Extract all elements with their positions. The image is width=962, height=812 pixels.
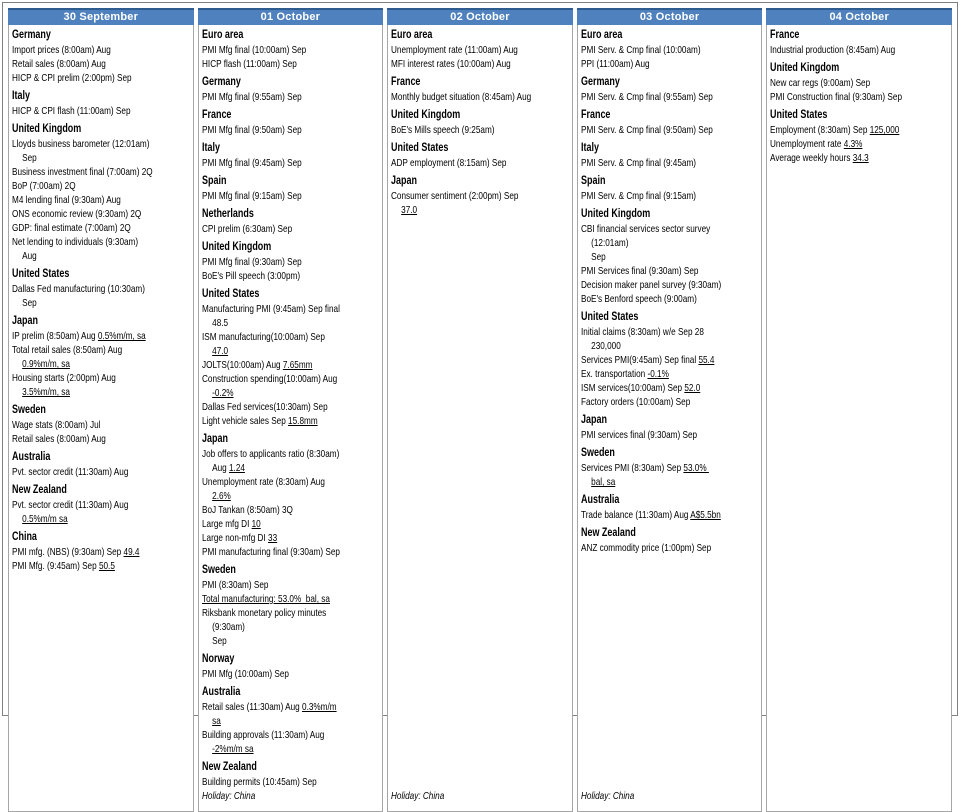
event-text: HICP & CPI flash (11:00am) Sep	[12, 105, 131, 117]
event-text: Riksbank monetary policy minutes (9:30am)	[201, 607, 326, 633]
event-line	[12, 165, 153, 179]
event-text: Pvt. sector credit (11:30am) Aug	[12, 499, 129, 511]
event-text: BoJ Tankan (8:50am) 3Q	[201, 504, 293, 516]
country-section	[12, 399, 153, 446]
day-column	[198, 8, 384, 812]
event-text: Pvt. sector credit (11:30am) Aug	[12, 466, 129, 478]
event-line	[202, 222, 343, 236]
event-line	[12, 371, 153, 399]
event-value: 49.4	[123, 546, 140, 558]
event-line	[202, 531, 343, 545]
event-line	[12, 179, 153, 193]
event-line	[12, 57, 153, 71]
event-value: -0.2%	[211, 387, 234, 399]
country-header: Germany	[201, 76, 241, 88]
day-body	[8, 25, 194, 812]
country-header: Spain	[580, 175, 606, 187]
event-text: Total retail sales (8:50am) Aug	[12, 344, 123, 356]
event-value: 53.0% bal, sa	[590, 462, 709, 488]
country-section	[581, 71, 722, 104]
country-header: Euro area	[391, 29, 433, 41]
event-text: PMI Mfg final (10:00am) Sep	[201, 44, 306, 56]
event-text: New car regs (9:00am) Sep	[770, 77, 871, 89]
country-section	[581, 104, 722, 137]
country-section	[202, 681, 343, 756]
event-text: Wage stats (8:00am) Jul	[12, 419, 101, 431]
country-header: United States	[12, 268, 70, 280]
day-body	[387, 25, 573, 812]
event-value: A$5.5bn	[690, 509, 721, 521]
economic-calendar	[2, 2, 958, 802]
country-header: Italy	[580, 142, 599, 154]
event-text: PMI Mfg final (9:15am) Sep	[201, 190, 302, 202]
event-line	[12, 193, 153, 207]
event-value: 2.6%	[211, 490, 231, 502]
country-header: Italy	[201, 142, 220, 154]
country-section	[202, 203, 343, 236]
event-text: MFI interest rates (10:00am) Aug	[391, 58, 511, 70]
event-text: Manufacturing PMI (9:45am) Sep final 48.5	[201, 303, 340, 329]
event-value: 125,000	[870, 124, 900, 136]
country-header: Australia	[580, 494, 620, 506]
day-header: 04 October	[766, 8, 952, 25]
event-text: PMI Serv. & Cmp final (9:15am)	[580, 190, 696, 202]
event-text: Net lending to individuals (9:30am) Aug	[12, 236, 139, 262]
event-value: 37.0	[401, 204, 418, 216]
country-section	[391, 28, 532, 71]
event-line	[202, 123, 343, 137]
event-text: ISM manufacturing(10:00am) Sep	[201, 331, 325, 343]
event-line	[202, 667, 343, 681]
event-line	[581, 353, 722, 367]
country-section	[581, 203, 722, 306]
event-text: BoE's Pill speech (3:00pm)	[201, 270, 300, 282]
country-section	[202, 104, 343, 137]
event-text: Large non-mfg DI	[201, 532, 268, 544]
event-text: PMI Services final (9:30am) Sep	[580, 265, 699, 277]
event-value: 47.0	[211, 345, 228, 357]
event-line	[581, 278, 722, 292]
event-line	[581, 428, 722, 442]
country-header: Sweden	[12, 404, 46, 416]
country-header: New Zealand	[12, 484, 67, 496]
country-section	[391, 71, 532, 104]
event-text: Average weekly hours	[770, 152, 854, 164]
event-text: PMI services final (9:30am) Sep	[580, 429, 697, 441]
country-header: Spain	[201, 175, 227, 187]
event-text: Light vehicle sales Sep	[201, 415, 288, 427]
event-line	[581, 367, 722, 381]
event-line	[770, 90, 911, 104]
country-header: France	[391, 76, 421, 88]
event-line	[12, 418, 153, 432]
day-column	[387, 8, 573, 812]
event-text: Consumer sentiment (2:00pm) Sep	[391, 190, 519, 202]
event-line	[12, 498, 153, 526]
event-text: JOLTS(10:00am) Aug	[201, 359, 283, 371]
event-text: Retail sales (8:00am) Aug	[12, 58, 106, 70]
event-text: PMI Mfg (10:00am) Sep	[201, 668, 289, 680]
event-line	[581, 222, 722, 264]
event-text: Trade balance (11:30am) Aug	[580, 509, 691, 521]
country-header: United Kingdom	[12, 123, 82, 135]
event-text: ANZ commodity price (1:00pm) Sep	[580, 542, 711, 554]
event-line	[770, 137, 911, 151]
country-section	[581, 409, 722, 442]
event-text: PMI mfg. (NBS) (9:30am) Sep	[12, 546, 124, 558]
country-header: Italy	[12, 90, 30, 102]
event-text: PMI Serv. & Cmp final (9:50am) Sep	[580, 124, 713, 136]
event-value: 15.8mm	[287, 415, 318, 427]
event-line	[770, 123, 911, 137]
event-text: Building approvals (11:30am) Aug	[201, 729, 324, 741]
event-text: Services PMI (8:30am) Sep	[580, 462, 684, 474]
event-line	[202, 728, 343, 756]
event-text: Large mfg DI	[201, 518, 252, 530]
event-line	[12, 329, 153, 343]
event-line	[581, 395, 722, 409]
event-line	[202, 156, 343, 170]
country-header: Japan	[580, 414, 607, 426]
event-text: GDP: final estimate (7:00am) 2Q	[12, 222, 131, 234]
country-section	[12, 28, 153, 85]
event-text: Retail sales (11:30am) Aug	[201, 701, 302, 713]
event-line	[202, 189, 343, 203]
day-body-content	[12, 28, 153, 806]
country-section	[391, 104, 532, 137]
country-section	[770, 28, 911, 57]
country-section	[202, 283, 343, 428]
event-text: Unemployment rate	[770, 138, 845, 150]
event-line	[202, 302, 343, 330]
country-section	[391, 137, 532, 170]
event-line	[581, 264, 722, 278]
event-text: PMI Mfg final (9:55am) Sep	[201, 91, 302, 103]
event-line	[770, 76, 911, 90]
event-text: ISM services(10:00am) Sep	[580, 382, 685, 394]
event-value: 3.5%m/m, sa	[22, 386, 70, 398]
country-section	[12, 263, 153, 310]
event-value: 52.0	[684, 382, 701, 394]
country-header: France	[580, 109, 611, 121]
event-line	[581, 57, 722, 71]
holiday-note: Holiday: China	[580, 790, 635, 802]
event-text: Decision maker panel survey (9:30am)	[580, 279, 722, 291]
event-value: 7.65mm	[282, 359, 313, 371]
event-line	[581, 508, 722, 522]
event-line	[581, 381, 722, 395]
country-header: China	[12, 531, 37, 543]
event-line	[202, 606, 343, 648]
event-text: Building permits (10:45am) Sep	[201, 776, 317, 788]
event-value: 0.3%m/m sa	[211, 701, 337, 727]
day-header: 02 October	[387, 8, 573, 25]
event-line	[581, 541, 722, 555]
country-section	[581, 306, 722, 409]
event-text: BoE's Benford speech (9:00am)	[580, 293, 697, 305]
event-line	[202, 358, 343, 372]
country-header: Sweden	[580, 447, 615, 459]
event-line	[581, 156, 722, 170]
country-header: France	[201, 109, 232, 121]
holiday-note: Holiday: China	[201, 790, 255, 802]
event-line	[202, 400, 343, 414]
country-section	[581, 170, 722, 203]
country-header: New Zealand	[201, 761, 257, 773]
event-line	[391, 43, 532, 57]
event-line	[202, 475, 343, 503]
country-header: Euro area	[201, 29, 243, 41]
event-line	[202, 517, 343, 531]
event-line	[202, 578, 343, 592]
event-text: BoE's Mills speech (9:25am)	[391, 124, 495, 136]
event-line	[581, 461, 722, 489]
country-section	[581, 489, 722, 522]
event-value: 10	[251, 518, 261, 530]
event-line	[391, 57, 532, 71]
country-header: Euro area	[580, 29, 623, 41]
event-continuation: Sep	[590, 251, 606, 263]
country-section	[12, 85, 153, 118]
event-text: M4 lending final (9:30am) Aug	[12, 194, 121, 206]
day-body	[198, 25, 384, 812]
event-text: Unemployment rate (11:00am) Aug	[391, 44, 519, 56]
event-text: Retail sales (8:00am) Aug	[12, 433, 106, 445]
event-line	[202, 447, 343, 475]
event-text: Import prices (8:00am) Aug	[12, 44, 111, 56]
event-line	[581, 325, 722, 353]
event-line	[202, 90, 343, 104]
event-value: 34.3	[853, 152, 870, 164]
country-section	[12, 479, 153, 526]
event-text: IP prelim (8:50am) Aug	[12, 330, 98, 342]
event-text: Services PMI(9:45am) Sep final	[580, 354, 699, 366]
event-text: Business investment final (7:00am) 2Q	[12, 166, 153, 178]
event-value: 50.5	[98, 560, 115, 572]
holiday-note: Holiday: China	[391, 790, 445, 802]
event-line	[202, 255, 343, 269]
event-text: PMI manufacturing final (9:30am) Sep	[201, 546, 340, 558]
country-header: Australia	[12, 451, 51, 463]
event-text: PMI Mfg final (9:45am) Sep	[201, 157, 302, 169]
event-text: Employment (8:30am) Sep	[770, 124, 871, 136]
event-text: PMI Construction final (9:30am) Sep	[770, 91, 903, 103]
event-line	[391, 156, 532, 170]
country-section	[12, 446, 153, 479]
country-section	[202, 170, 343, 203]
event-line	[12, 282, 153, 310]
event-value: -0.1%	[647, 368, 669, 380]
event-line	[202, 57, 343, 71]
event-line	[202, 414, 343, 428]
day-column	[8, 8, 194, 812]
event-text: Initial claims (8:30am) w/e Sep 28 230,000	[580, 326, 704, 352]
calendar-grid	[8, 8, 952, 802]
event-line	[581, 189, 722, 203]
event-text: HICP flash (11:00am) Sep	[201, 58, 297, 70]
event-line	[391, 189, 532, 217]
country-section	[202, 236, 343, 283]
event-line	[202, 700, 343, 728]
country-header: United Kingdom	[201, 241, 271, 253]
event-value: 0.9%m/m, sa	[22, 358, 70, 370]
event-text: PMI Serv. & Cmp final (9:45am)	[580, 157, 696, 169]
country-header: United Kingdom	[580, 208, 651, 220]
event-line	[12, 137, 153, 165]
event-text: Unemployment rate (8:30am) Aug	[201, 476, 325, 488]
event-text: HICP & CPI prelim (2:00pm) Sep	[12, 72, 132, 84]
country-header: Japan	[391, 175, 418, 187]
country-header: United States	[580, 311, 639, 323]
event-text: Housing starts (2:00pm) Aug	[12, 372, 116, 384]
day-column	[766, 8, 952, 812]
country-section	[202, 137, 343, 170]
event-text: CPI prelim (6:30am) Sep	[201, 223, 292, 235]
country-header: Netherlands	[201, 208, 254, 220]
country-header: Australia	[201, 686, 240, 698]
country-section	[12, 526, 153, 573]
event-line	[12, 71, 153, 85]
country-header: France	[770, 29, 800, 41]
day-body-content	[202, 28, 343, 806]
event-line	[202, 330, 343, 358]
event-text: ONS economic review (9:30am) 2Q	[12, 208, 142, 220]
event-value: Total manufacturing: 53.0% bal, sa	[201, 593, 330, 605]
event-line	[12, 207, 153, 221]
event-value: 4.3%	[844, 138, 863, 150]
event-line	[202, 269, 343, 283]
event-line	[12, 235, 153, 263]
country-section	[202, 428, 343, 559]
event-line	[581, 43, 722, 57]
event-text: Factory orders (10:00am) Sep	[580, 396, 691, 408]
event-line	[581, 292, 722, 306]
country-section	[202, 71, 343, 104]
event-value: 55.4	[698, 354, 715, 366]
event-text: PMI Serv. & Cmp final (10:00am)	[580, 44, 701, 56]
country-section	[12, 118, 153, 263]
day-body	[577, 25, 763, 812]
event-value: 1.24	[228, 462, 245, 474]
country-header: Japan	[12, 315, 38, 327]
country-section	[581, 137, 722, 170]
country-section	[202, 28, 343, 71]
event-text: PMI (8:30am) Sep	[201, 579, 269, 591]
event-continuation: Sep	[211, 635, 227, 647]
event-value: 0.5%m/m, sa	[97, 330, 146, 342]
day-column	[577, 8, 763, 812]
event-text: Dallas Fed services(10:30am) Sep	[201, 401, 328, 413]
day-header: 03 October	[577, 8, 763, 25]
event-line	[12, 104, 153, 118]
event-text: CBI financial services sector survey (12:01am)	[580, 223, 711, 249]
event-text: PMI Mfg final (9:30am) Sep	[201, 256, 302, 268]
country-section	[770, 57, 911, 104]
event-text: PMI Mfg final (9:50am) Sep	[201, 124, 302, 136]
event-line	[202, 775, 343, 789]
country-section	[202, 756, 343, 789]
country-section	[581, 28, 722, 71]
country-header: Japan	[201, 433, 228, 445]
country-section	[12, 310, 153, 399]
event-text: Dallas Fed manufacturing (10:30am) Sep	[12, 283, 145, 309]
event-line	[12, 343, 153, 371]
country-header: Germany	[12, 29, 51, 41]
country-header: United States	[201, 288, 259, 300]
country-header: Germany	[580, 76, 620, 88]
event-value: 0.5%m/m sa	[22, 513, 68, 525]
country-header: United Kingdom	[391, 109, 461, 121]
country-header: United States	[770, 109, 828, 121]
event-line	[770, 43, 911, 57]
event-line	[12, 559, 153, 573]
country-header: New Zealand	[580, 527, 636, 539]
event-line	[202, 43, 343, 57]
day-body-content	[770, 28, 911, 806]
country-section	[391, 170, 532, 217]
event-line	[581, 90, 722, 104]
event-line	[770, 151, 911, 165]
country-section	[202, 648, 343, 681]
country-header: United States	[391, 142, 449, 154]
event-line	[12, 465, 153, 479]
country-header: United Kingdom	[770, 62, 840, 74]
event-line	[581, 123, 722, 137]
event-line	[12, 43, 153, 57]
event-line	[202, 545, 343, 559]
event-line	[12, 432, 153, 446]
event-text: Lloyds business barometer (12:01am) Sep	[12, 138, 150, 164]
event-value: -2%m/m sa	[211, 743, 254, 755]
event-text: PMI Mfg. (9:45am) Sep	[12, 560, 99, 572]
event-line	[202, 503, 343, 517]
event-line	[391, 123, 532, 137]
event-text: Monthly budget situation (8:45am) Aug	[391, 91, 532, 103]
country-header: Sweden	[201, 564, 236, 576]
event-value: 33	[267, 532, 277, 544]
event-text: PPI (11:00am) Aug	[580, 58, 650, 70]
event-text: Industrial production (8:45am) Aug	[770, 44, 896, 56]
event-text: ADP employment (8:15am) Sep	[391, 157, 507, 169]
day-header: 30 September	[8, 8, 194, 25]
day-header: 01 October	[198, 8, 384, 25]
day-body-content	[391, 28, 532, 806]
event-line	[12, 545, 153, 559]
country-header: Norway	[201, 653, 235, 665]
day-body-content	[581, 28, 722, 806]
event-line	[391, 90, 532, 104]
event-text: BoP (7:00am) 2Q	[12, 180, 76, 192]
event-line	[202, 372, 343, 400]
country-section	[581, 442, 722, 489]
country-section	[202, 559, 343, 648]
event-text: PMI Serv. & Cmp final (9:55am) Sep	[580, 91, 713, 103]
event-line	[202, 592, 343, 606]
day-body	[766, 25, 952, 812]
country-section	[770, 104, 911, 165]
event-text: Job offers to applicants ratio (8:30am) Aug	[201, 448, 339, 474]
event-text: Construction spending(10:00am) Aug	[201, 373, 337, 385]
event-line	[12, 221, 153, 235]
event-text: Ex. transportation	[580, 368, 648, 380]
country-section	[581, 522, 722, 555]
